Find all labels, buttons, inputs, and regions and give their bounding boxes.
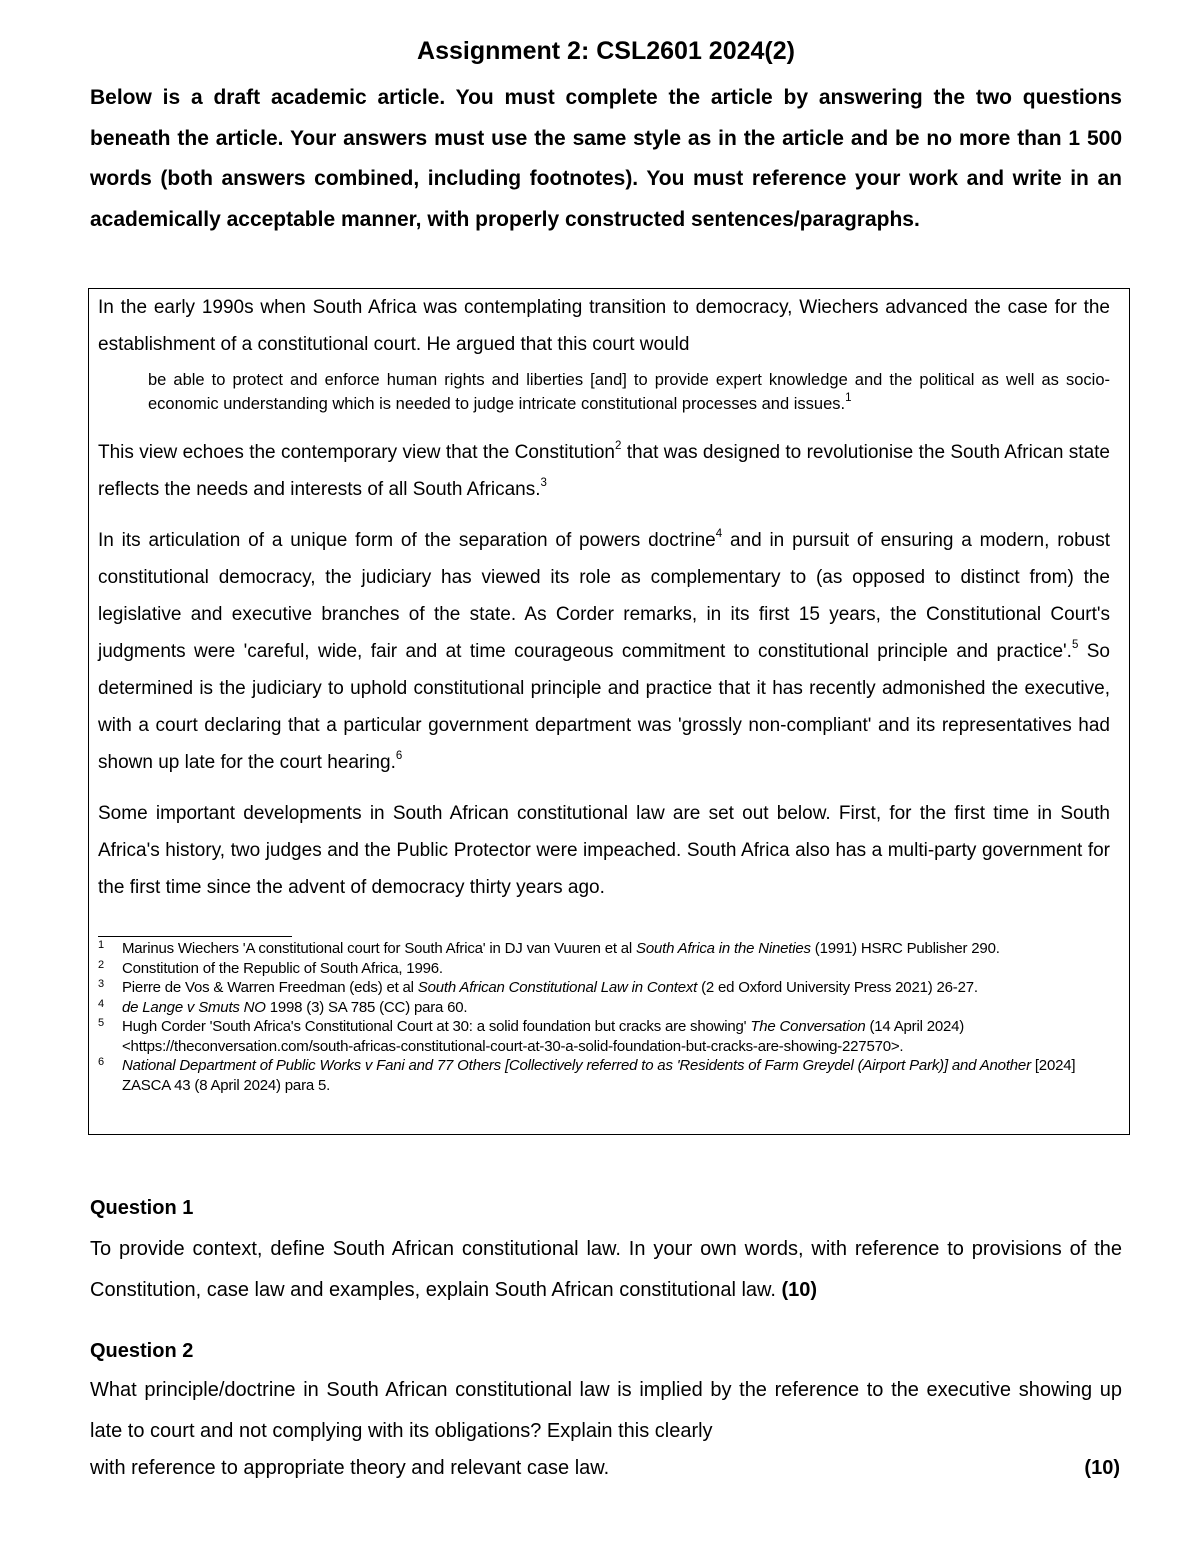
question-2-heading: Question 2 xyxy=(90,1340,194,1362)
footnote-text: Marinus Wiechers 'A constitutional court for South Africa' in DJ van Vuuren et al xyxy=(122,940,637,957)
footnotes xyxy=(98,939,1110,1095)
footnote-ref: 6 xyxy=(395,749,403,762)
footnote xyxy=(98,939,1110,959)
footnote-text: Pierre de Vos & Warren Freedman (eds) et al xyxy=(122,979,418,996)
footnote-text: [2024] ZASCA 43 (8 April 2024) para 5. xyxy=(122,1057,1076,1094)
article-block-quote xyxy=(148,368,1110,416)
footnote-italic: South Africa in the Nineties xyxy=(636,940,811,957)
footnote-number: 5 xyxy=(98,1017,104,1029)
footnote xyxy=(98,1017,1110,1056)
footnote-text: Constitution of the Republic of South Africa, 1996. xyxy=(122,959,443,977)
footnote xyxy=(98,998,1110,1018)
footnote-text: (14 April 2024) <https://theconversation.com/south-africas-constitutional-court-at-30-a-solid-foundation-but-cracks-are-showing-227570>. xyxy=(122,1018,965,1055)
question-marks: (10) xyxy=(781,1278,818,1301)
article-paragraph-1: In the early 1990s when South Africa was contemplating transition to democracy, Wiechers advanced the case for the establishment of a constitutional court. He argued that this court would xyxy=(98,297,1110,355)
question-2-text: What principle/doctrine in South African constitutional law is implied by the reference to the executive showing up late to court and not complying with its obligations? Explain this clearly xyxy=(90,1379,1122,1442)
question-body: To provide context, define South African constitutional law. In your own words, with reference to provisions of the Constitution, case law and examples, explain South African constitutional law. xyxy=(90,1238,1122,1301)
article-box xyxy=(88,288,1130,1135)
paragraph-text: This view echoes the contemporary view that the Constitution xyxy=(98,442,615,463)
footnote-number: 6 xyxy=(98,1056,104,1068)
footnote-text: Hugh Corder 'South Africa's Constitutional Court at 30: a solid foundation but cracks are showing' xyxy=(122,1018,751,1035)
question-1-text xyxy=(90,1229,1122,1310)
paragraph-text: and in pursuit of ensuring a modern, robust constitutional democracy, the judiciary has viewed its role as complementary to (as opposed to distinct from) the legislative and executive branches of the state. As Corder remarks, in its first 15 years, the Constitutional Court's judgments were 'careful, wide, fair and at time courageous commitment to constitutional principle and practice'. xyxy=(98,530,1110,662)
question-2-last-line xyxy=(90,1456,1122,1480)
footnote-number: 1 xyxy=(98,939,104,951)
footnote-ref: 4 xyxy=(715,527,723,540)
footnote-text: (2 ed Oxford University Press 2021) 26-27. xyxy=(697,979,978,996)
footnote-ref: 3 xyxy=(540,476,547,489)
footnote-ref: 5 xyxy=(1071,638,1079,651)
paragraph-text: that was designed to revolutionise the South African state reflects the needs and interests of all South Africans. xyxy=(98,442,1110,500)
question-body: with reference to appropriate theory and relevant case law. xyxy=(90,1457,610,1479)
page-title: Assignment 2: CSL2601 2024(2) xyxy=(417,37,795,65)
quote-text: be able to protect and enforce human rights and liberties [and] to provide expert knowledge and the political as well as socio-economic understanding which is needed to judge intricate constitutional processes and issues. xyxy=(148,371,1110,413)
instructions: Below is a draft academic article. You must complete the article by answering the two questions beneath the article. Your answers must use the same style as in the article and be no more than 1 500 words (both answers combined, including footnotes). You must reference your work and write in an academically acceptable manner, with properly constructed sentences/paragraphs. xyxy=(90,86,1122,231)
footnote-italic: The Conversation xyxy=(750,1018,866,1035)
paragraph-text: So determined is the judiciary to uphold constitutional principle and practice that it has recently admonished the executive, with a court declaring that a particular government department was 'grossly non-compliant' and its representatives had shown up late for the court hearing. xyxy=(98,641,1110,773)
paragraph-text: In its articulation of a unique form of the separation of powers doctrine xyxy=(98,530,716,551)
article-paragraph-2 xyxy=(98,434,1110,508)
footnote-text: (1991) HSRC Publisher 290. xyxy=(810,940,1000,957)
footnote xyxy=(98,1056,1110,1095)
footnote-number: 2 xyxy=(98,958,104,971)
footnote-number: 3 xyxy=(98,978,104,990)
footnote-text: 1998 (3) SA 785 (CC) para 60. xyxy=(265,998,468,1016)
footnote-divider xyxy=(98,936,292,937)
footnote xyxy=(98,978,1110,998)
footnote-number: 4 xyxy=(98,997,104,1010)
footnote-ref: 1 xyxy=(845,391,852,404)
question-marks: (10) xyxy=(1084,1457,1120,1479)
footnote-italic: National Department of Public Works v Fani and 77 Others [Collectively referred to as 'Residents of Farm Greydel (Airport Park)] and Another xyxy=(122,1057,1031,1074)
footnote-italic: South African Constitutional Law in Context xyxy=(417,979,698,996)
article-paragraph-3 xyxy=(98,522,1110,781)
question-1-heading: Question 1 xyxy=(90,1197,194,1219)
footnote xyxy=(98,959,1110,979)
article-paragraph-4: Some important developments in South African constitutional law are set out below. First, for the first time in South Africa's history, two judges and the Public Protector were impeached. South Africa also has a multi-party government for the first time since the advent of democracy thirty years ago. xyxy=(98,803,1110,898)
footnote-italic: de Lange v Smuts NO xyxy=(122,998,266,1016)
footnote-ref: 2 xyxy=(614,439,622,452)
